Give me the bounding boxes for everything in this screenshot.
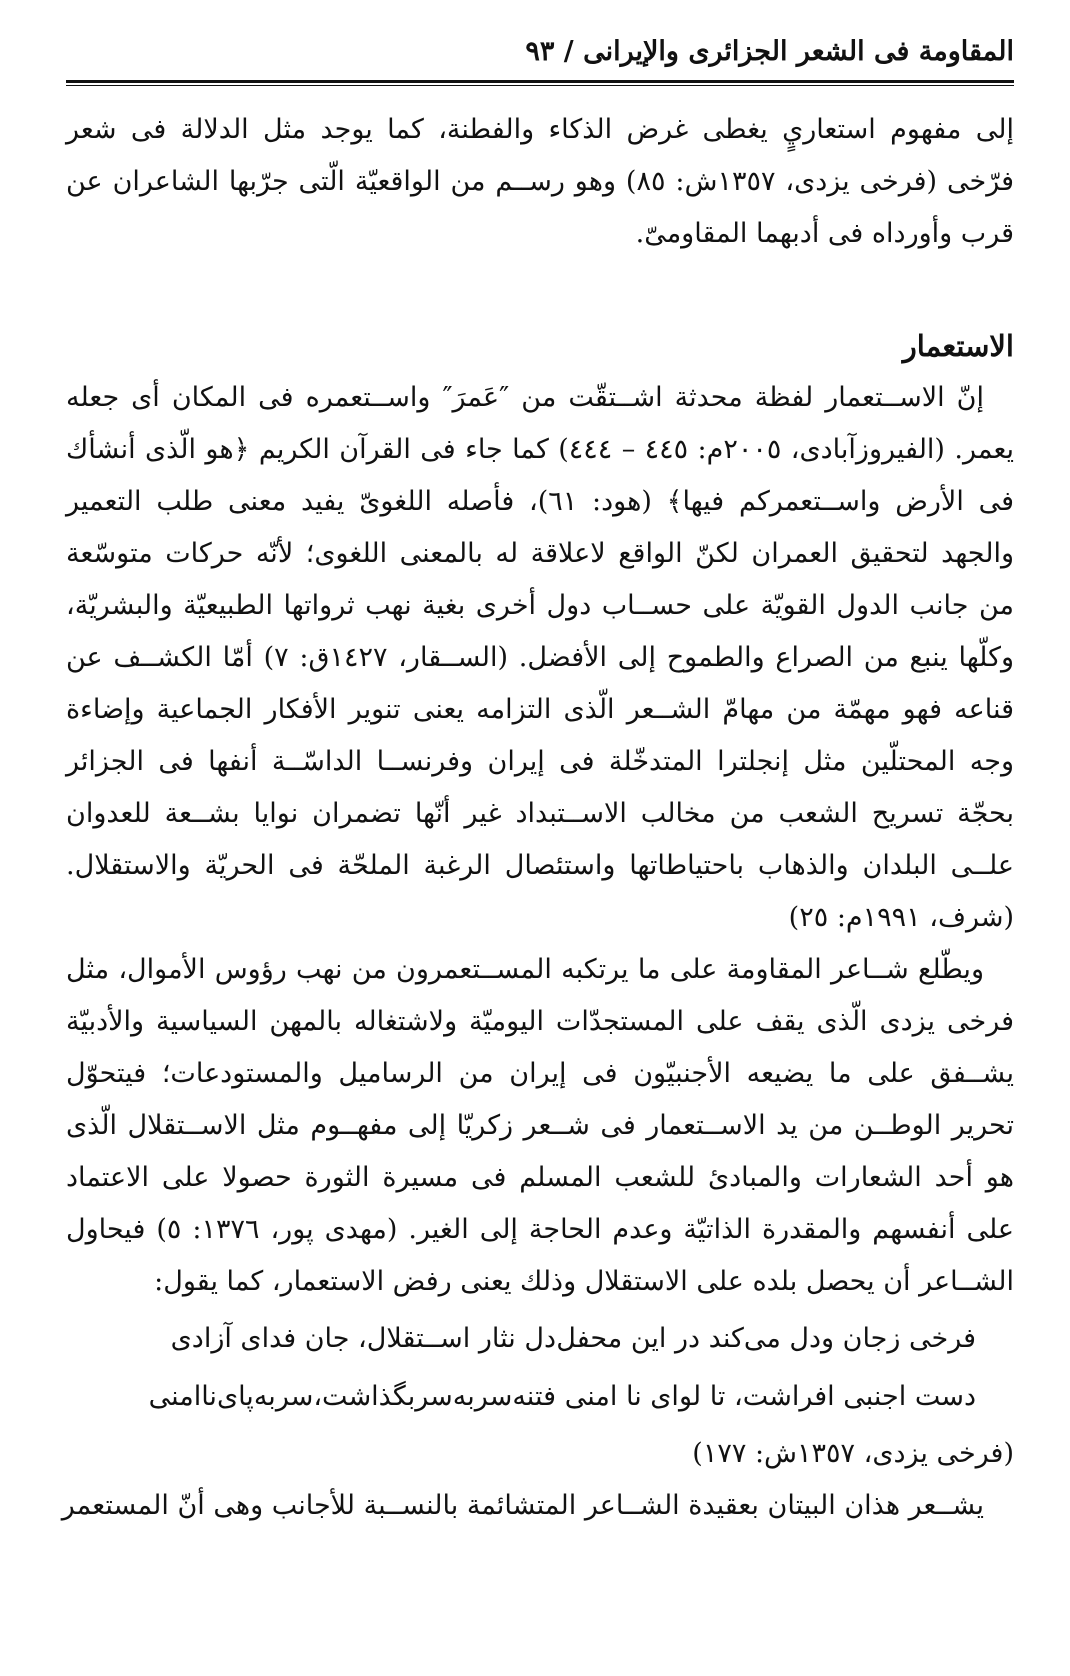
paragraph-resistance-poet: ويطّلع شــاعر المقاومة على ما يرتكبه المســتعمرون من نهب رؤوس الأموال، مثل فرخى يزدى الّذى يقف على المستجدّات اليوميّة ولاشتغاله بالمهن السياسية والأدبيّة يشــفق على ما يضيعه الأجنبيّون فى إيران من الرساميل والمستودعات؛ فيتحوّل تحرير الوطــن من يد الاســتعمار فى شــعر زكريّا إلى مفهــوم مثل الاســتقلال الّذى هو أحد الشعارات والمبادئ للشعب المسلم فى مسيرة الثورة حصولا على الاعتماد على أنفسهم والمقدرة الذاتيّة وعدم الحاجة إلى الغير. (مهدى پور، ١٣٧٦: ٥) فيحاول الشــاعر أن يحصل بلده على الاستقلال وذلك يعنى رفض الاستعمار، كما يقول:: [66, 954, 1014, 1297]
book-page: [61, 30, 1015, 1660]
paragraph-intro: إلى مفهوم استعاريٍ يغطى غرض الذكاء والفطنة، كما يوجد مثل الدلالة فى شعر فرّخى (فرخى يزدى، ١٣٥٧ش: ٨٥) وهو رســم من الواقعيّة الّتى جرّبها الشاعران عن قرب وأورداه فى أدبهما المقاومىّ.: [66, 114, 1014, 249]
poem-verse-1: [66, 1310, 1014, 1368]
hemistich-first: فرخى زجان ودل مى‌كند در اين محفل: [556, 1323, 976, 1354]
hemistich-first: دست اجنبى افراشت، تا لواى نا امنى: [564, 1381, 976, 1412]
hemistich-second: فتنه‌سربه‌سربگذاشت،سربه‌پاى‌ناامنى: [148, 1381, 556, 1412]
header-divider: [66, 80, 1014, 86]
poem-block: [66, 1310, 1014, 1426]
poem-citation: (فرخى يزدى، ١٣٥٧ش: ١٧٧): [692, 1438, 1014, 1469]
paragraph-colonialism-definition: إنّ الاســتعمار لفظة محدثة اشــتقّت من ″عَمرَ″ واســتعمره فى المكان أى جعله يعمر. (الفيروزآبادى، ٢٠٠٥م: ٤٤٥ – ٤٤٤) كما جاء فى القرآن الكريم ﴿هو الّذى أنشأك فى الأرض واســتعمركم فيها﴾ (هود: ٦١)، فأصله اللغوىّ يفيد معنى طلب التعمير والجهد لتحقيق العمران لكنّ الواقع لاعلاقة له بالمعنى اللغوى؛ لأنّه حركات متوسّعة من جانب الدول القويّة على حســاب دول أخرى بغية نهب ثرواتها الطبيعيّة والبشريّة، وكلّها ينبع من الصراع والطموح إلى الأفضل. (الســقار، ١٤٢٧ق: ٧) أمّا الكشــف عن قناعه فهو مهمّة من مهامّ الشــعر الّذى التزامه يعنى تنوير الأفكار الجماعية وإضاءة وجه المحتلّين مثل إنجلترا المتدخّلة فى إيران وفرنســا الداسّــة أنفها فى الجزائر بحجّة تسريح الشعب من مخالب الاســتبداد غير أنّها تضمران نوايا بشــعة للعدوان علــى البلدان والذهاب باحتياطاتها واستئصال الرغبة الملحّة فى الحريّة والاستقلال. (شرف، ١٩٩١م: ٢٥): [66, 382, 1015, 933]
section-heading: الاستعمار: [902, 329, 1014, 363]
hemistich-second: دل نثار اســتقلال، جان فداى آزادى: [170, 1323, 556, 1354]
poem-verse-2: [66, 1368, 1014, 1426]
running-header: المقاومة فى الشعر الجزائرى والإيرانى / ٩٣: [525, 36, 1014, 67]
paragraph-closing-line: يشــعر هذان البيتان بعقيدة الشــاعر المتشائمة بالنســبة للأجانب وهى أنّ المستعمر: [61, 1490, 984, 1521]
